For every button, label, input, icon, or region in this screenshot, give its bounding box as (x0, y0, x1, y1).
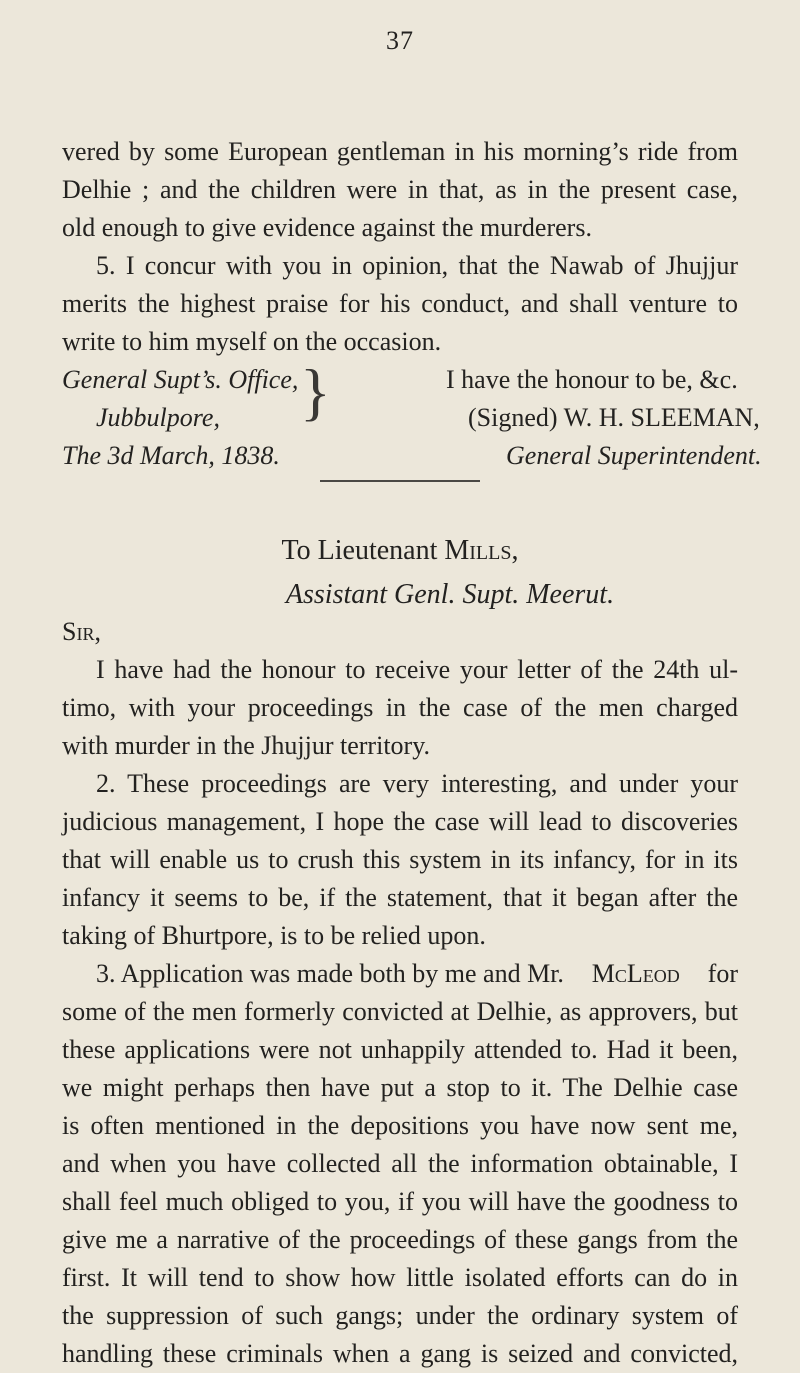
body-line: first. It will tend to show how little isolated efforts can do in (62, 1263, 738, 1292)
body-text: for (707, 959, 738, 988)
text-line: Delhie ; and the children were in that, as in the present case, (62, 175, 738, 204)
text-line: old enough to give evidence against the murderers. (62, 213, 592, 242)
body-line: give me a narrative of the proceedings of these gangs from the (62, 1225, 738, 1254)
text-line: merits the highest praise for his conduct, and shall venture to (62, 289, 738, 318)
body-line: is often mentioned in the depositions you have now sent me, (62, 1111, 738, 1140)
signature-row (62, 362, 762, 398)
signed-line: (Signed) W. H. SLEEMAN, (468, 403, 760, 432)
body-line: I have had the honour to receive your letter of the 24th ul- (96, 655, 738, 684)
body-line: these applications were not unhappily attended to. Had it been, (62, 1035, 738, 1064)
title-line: General Superintendent. (506, 441, 762, 470)
body-line: that will enable us to crush this system in its infancy, for in its (62, 845, 738, 874)
signature-row (62, 438, 762, 474)
addressee-name: Mills, (444, 535, 519, 566)
body-line: judicious management, I hope the case will lead to discoveries (62, 807, 738, 836)
body-line: handling these criminals when a gang is seized and convicted, (62, 1339, 738, 1368)
body-line: and when you have collected all the information obtainable, I (62, 1149, 738, 1178)
addressee-title: Assistant Genl. Supt. Meerut. (285, 579, 615, 610)
body-line: taking of Bhurtpore, is to be relied upon. (62, 921, 486, 950)
body-line (62, 956, 738, 992)
body-line: infancy it seems to be, if the statement, that it began after the (62, 883, 738, 912)
body-line: we might perhaps then have put a stop to it. The Delhie case (62, 1073, 738, 1102)
office-line: General Supt’s. Office, (62, 365, 299, 394)
body-name: McLeod (591, 959, 680, 988)
signature-row (62, 400, 762, 436)
body-text: 3. Application was made both by me and Mr. (96, 959, 564, 988)
text-line: write to him myself on the occasion. (62, 327, 442, 356)
text-line: vered by some European gentleman in his morning’s ride from (62, 137, 738, 166)
body-line: some of the men formerly convicted at Delhie, as approvers, but (62, 997, 738, 1026)
date-line: The 3d March, 1838. (62, 441, 280, 470)
body-line: the suppression of such gangs; under the ordinary system of (62, 1301, 738, 1330)
body-line: timo, with your proceedings in the case of the men charged (62, 693, 738, 722)
brace-icon: } (300, 356, 331, 427)
place-line: Jubbulpore, (96, 403, 220, 432)
addressee-line (0, 532, 800, 570)
addressee-prefix: To Lieutenant (281, 535, 438, 566)
body-line: with murder in the Jhujjur territory. (62, 731, 431, 760)
text-line: 5. I concur with you in opinion, that the Nawab of Jhujjur (96, 251, 738, 280)
page-number: 37 (386, 26, 414, 55)
salutation: Sir, (62, 617, 101, 646)
closing-line: I have the honour to be, &c. (446, 365, 738, 394)
section-divider (320, 480, 480, 482)
body-line: 2. These proceedings are very interesting, and under your (96, 769, 738, 798)
body-line: shall feel much obliged to you, if you will have the goodness to (62, 1187, 738, 1216)
